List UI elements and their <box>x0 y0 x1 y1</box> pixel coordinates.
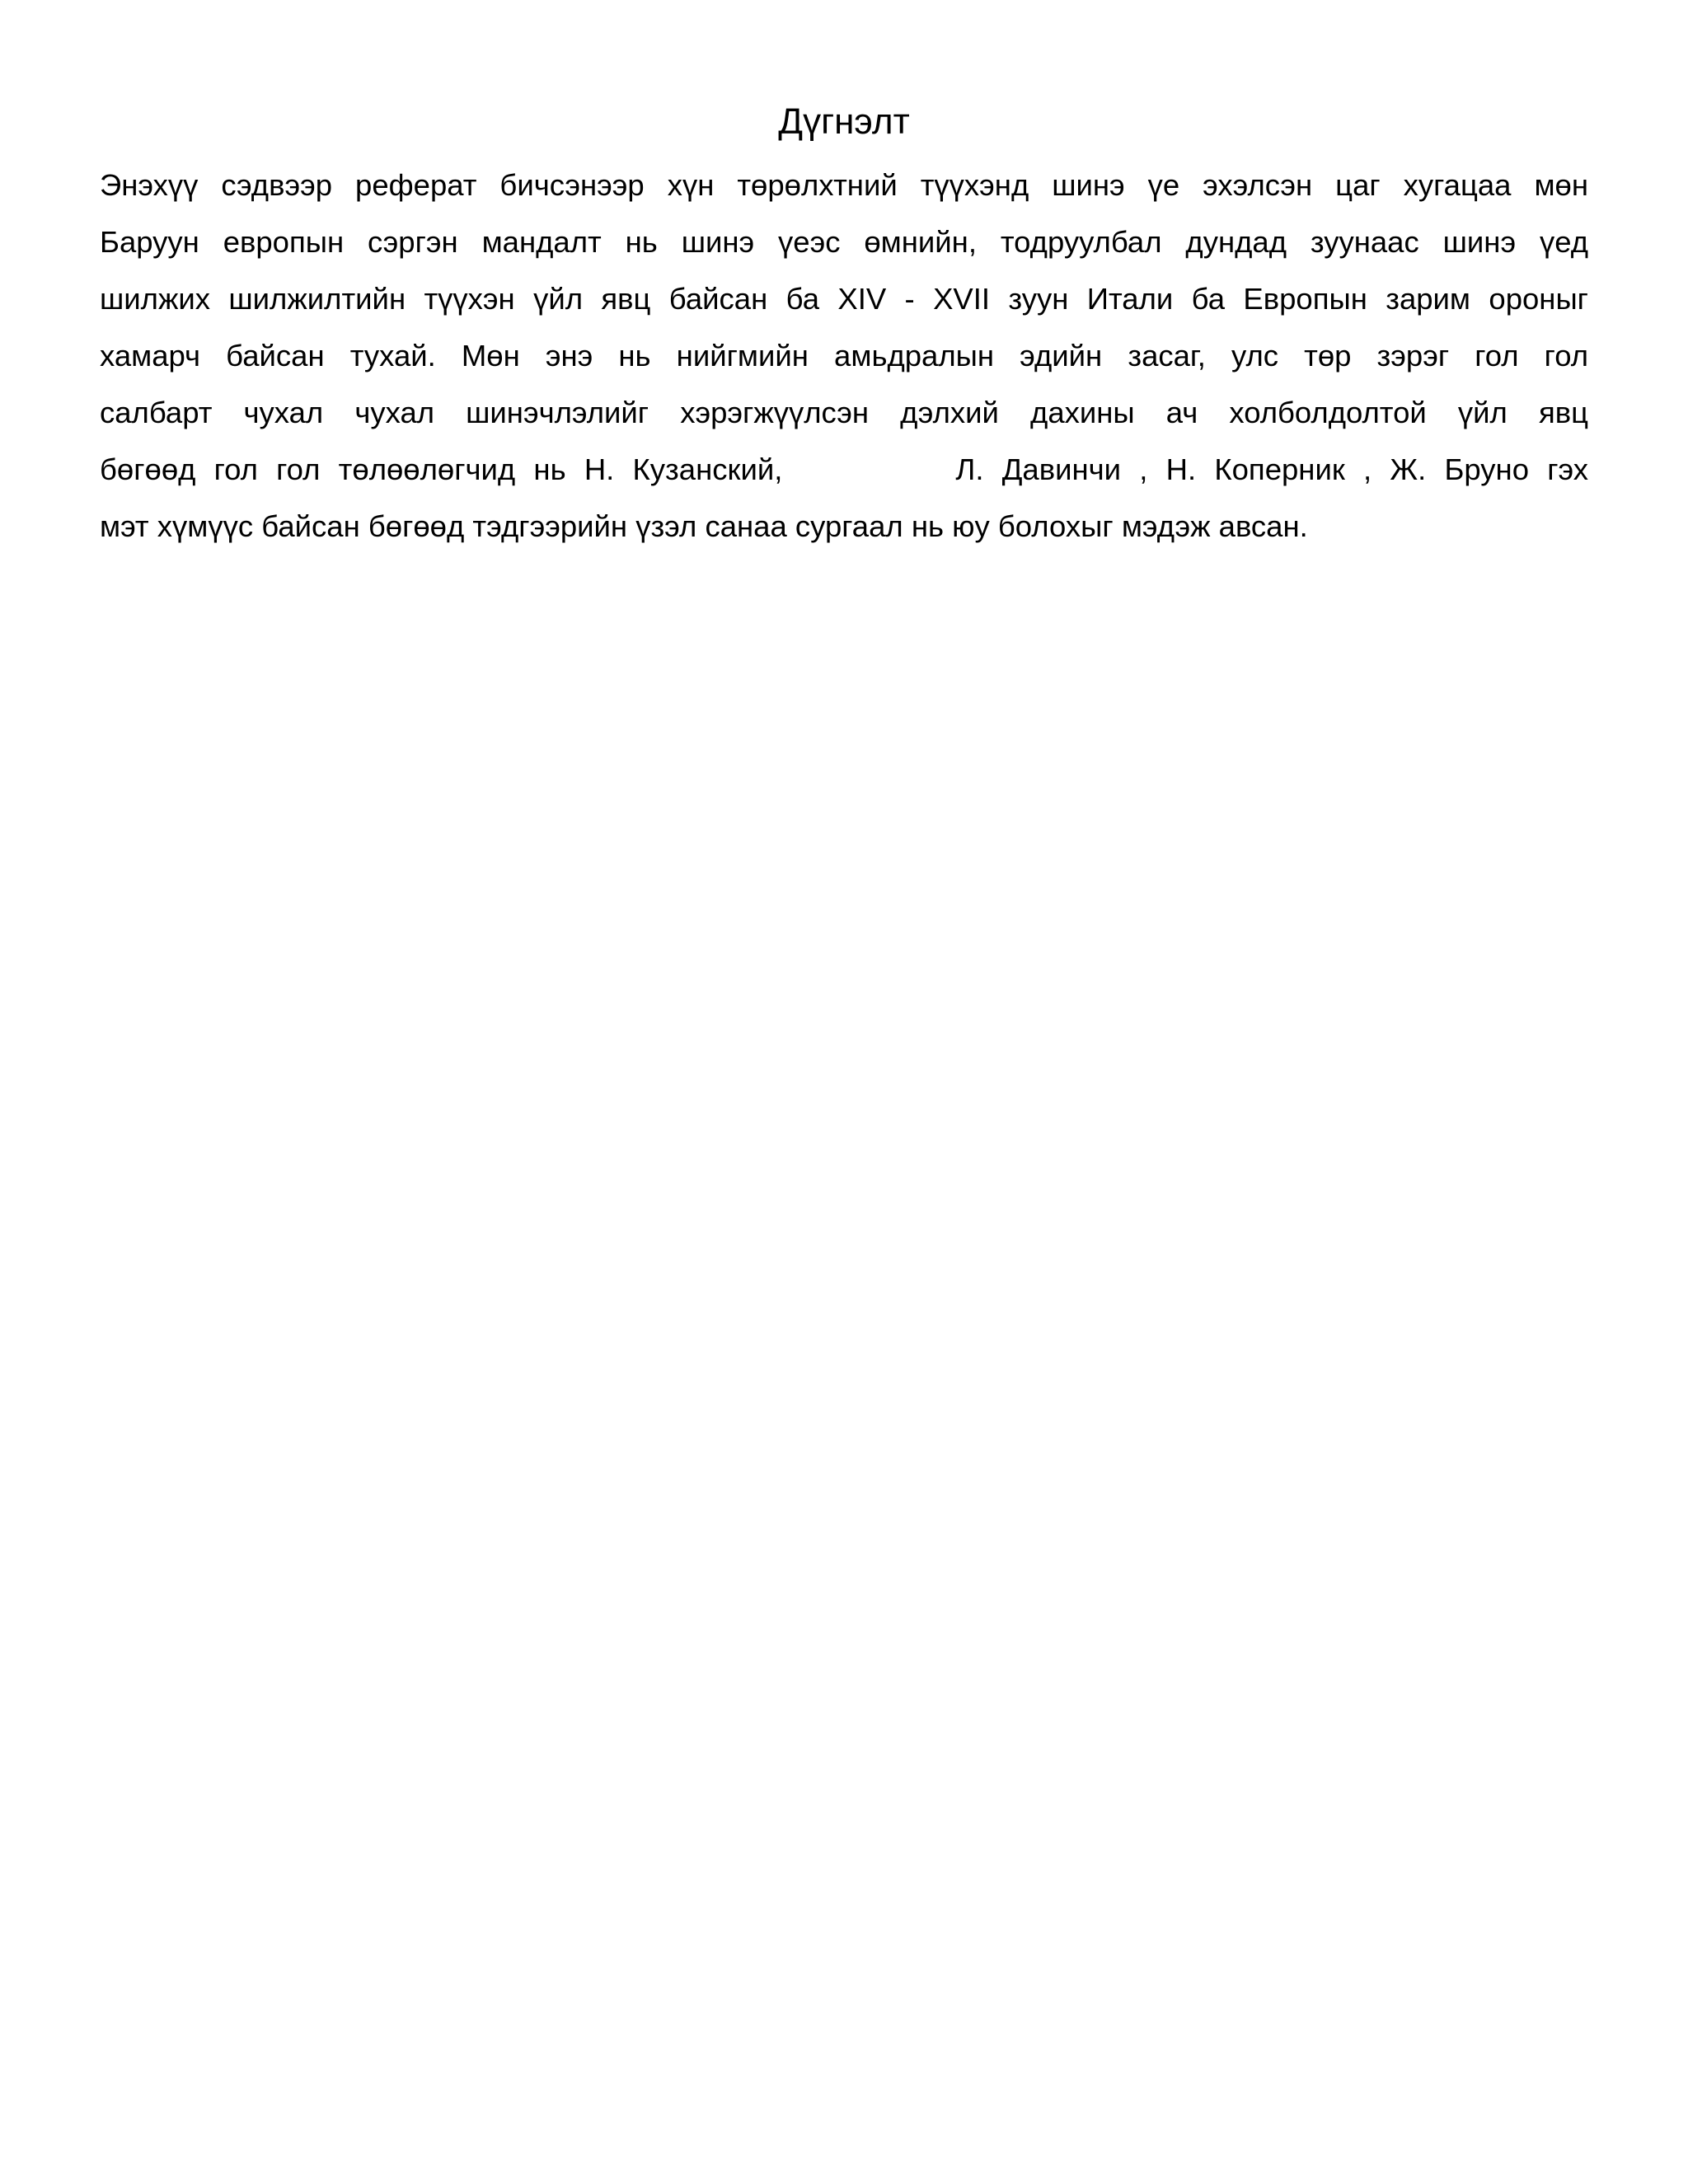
paragraph-line-6-part-2: Л. Давинчи , Н. Коперник , Ж. Бруно гэх <box>955 452 1588 486</box>
paragraph-line-4: хамарч байсан тухай. Мөн энэ нь нийгмийн амьдралын эдийн засаг, улс төр зэрэг гол гол <box>100 339 1588 373</box>
paragraph-line-3: шилжих шилжилтийн түүхэн үйл явц байсан ба XIV - XVII зуун Итали ба Европын зарим ороныг <box>100 282 1588 316</box>
paragraph-line-5: салбарт чухал чухал шинэчлэлийг хэрэгжүүлсэн дэлхий дахины ач холболдолтой үйл явц <box>100 396 1588 429</box>
conclusion-paragraph <box>100 157 1588 555</box>
paragraph-line-6-part-1: бөгөөд гол гол төлөөлөгчид нь Н. Кузанский, <box>100 452 783 486</box>
paragraph-line-1: Энэхүү сэдвээр реферат бичсэнээр хүн төрөлхтний түүхэнд шинэ үе эхэлсэн цаг хугацаа мөн <box>100 168 1588 202</box>
paragraph-line-2: Баруун европын сэргэн мандалт нь шинэ үеэс өмнийн, тодруулбал дундад зуунаас шинэ үед <box>100 225 1588 259</box>
page-title: Дүгнэлт <box>778 101 910 142</box>
paragraph-line-7: мэт хүмүүс байсан бөгөөд тэдгээрийн үзэл санаа сургаал нь юу болохыг мэдэж авсан. <box>100 509 1308 543</box>
paragraph-line-6 <box>100 441 1588 498</box>
